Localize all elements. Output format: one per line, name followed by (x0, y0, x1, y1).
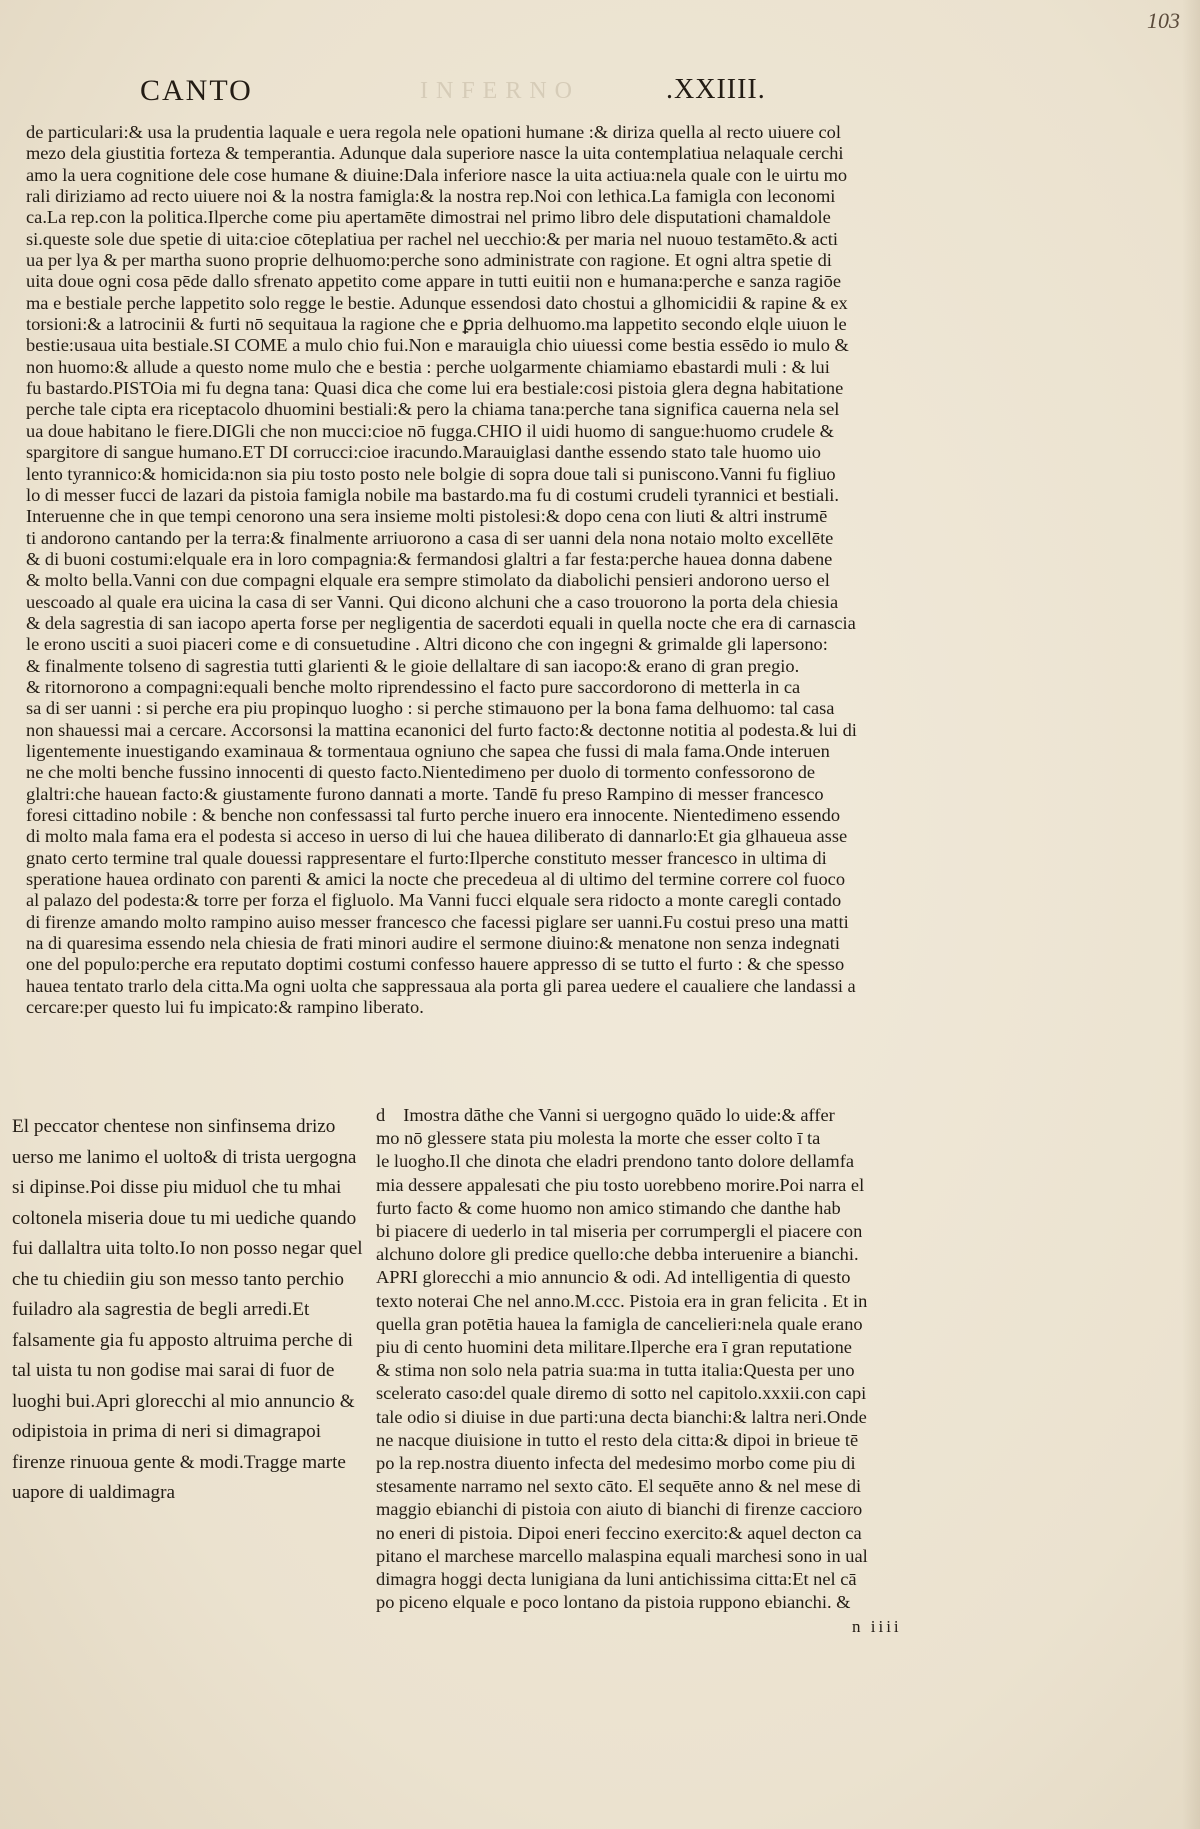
commentary-line: & di buoni costumi:elquale era in loro compagnia:& fermandosi glaltri a far festa:perche hauea donna dabene (26, 548, 833, 569)
verse-line: che quando fui dallaltra uita tolto. (12, 1207, 357, 1259)
right-commentary-line (376, 1104, 988, 1127)
right-commentary-column (376, 1104, 988, 1614)
commentary-line: speratione hauea ordinato con parenti & amici la nocte che precedeua al di ultimo del termine correre col fuoco (26, 869, 846, 890)
verse-line: in giu son messo tanto perchio fui (12, 1268, 344, 1320)
commentary-line: sa di ser uanni : si perche era piu propinquo luogho : si perche stimauono per la bona fama delhuomo: tal casa (26, 698, 835, 719)
commentary-line: gnato certo termine tral quale douessi rappresentare el furto:Ilperche constituto messer francesco in ultima di (26, 847, 827, 868)
commentary-line: glaltri:che hauean facto:& giustamente furono dannati a morte. Tandē fu preso Rampino di messer francesco (26, 783, 824, 804)
right-commentary-line: bi piacere di uederlo in tal miseria per corrumpergli el piacere con (376, 1221, 863, 1242)
commentary-line: torsioni:& a latrocinii & furti nō sequitaua la ragione che e ꝑpria delhuomo.ma lappetito secondo elqle uiuon le (26, 314, 847, 335)
commentary-line: ma e bestiale perche lappetito solo regge le bestie. Adunque essendosi dato chostui a glhomicidii & rapine & ex (26, 292, 848, 313)
commentary-line: ti andorono cantando per la terra:& finalmente arriuorono a casa di ser uanni dela nona notaio molto excellēte (26, 527, 834, 548)
commentary-line: cercare:per questo lui fu impicato:& rampino liberato. (26, 997, 424, 1018)
running-head-right: .XXIIII. (666, 74, 766, 105)
commentary-line: si.queste sole due spetie di uita:cioe cōteplatiua per rachel nel uecchio:& per maria nel nuouo testamēto.& acti (26, 228, 838, 249)
right-commentary-line: scelerato caso:del quale diremo di sotto nel capitolo.xxxii.con capi (376, 1383, 867, 1404)
verse-line: poi firenze rinuoua gente & modi. (12, 1421, 322, 1473)
verse-line: Tragge marte uapore di ualdimagra (12, 1451, 346, 1503)
verse-line: El peccator chentese non sinfinse (12, 1116, 268, 1137)
show-through-text: INFERNO (420, 78, 581, 104)
right-commentary-line: stesamente narramo nel sexto cāto. El sequēte anno & nel mese di (376, 1476, 862, 1497)
right-commentary-line: furto facto & come huomo non amico stimando che danthe hab (376, 1197, 841, 1218)
verse-line: Io non posso negar quel che tu chiedi (12, 1238, 363, 1290)
verse-line: & di trista uergogna si dipinse. (12, 1146, 357, 1198)
commentary-block (26, 122, 1002, 1018)
right-commentary-line: mo nō glessere stata piu molesta la morte che esser colto ī ta (376, 1128, 821, 1149)
commentary-line: uita doue ogni cosa pēde dallo sfrenato appetito come appare in tutti euitii non e humana:perche e sanza ragiōe (26, 271, 842, 292)
commentary-line: de particulari:& usa la prudentia laquale e uera regola nele opationi humane :& diriza quella al recto uiuere col (26, 122, 841, 142)
commentary-line: hauea tentato trarlo dela citta.Ma ogni uolta che sappressaua ala porta gli parea uedere el caualiere che landassi a (26, 975, 856, 996)
right-commentary-line: & stima non solo nela patria sua:ma in tutta italia:Questa per uno (376, 1360, 855, 1381)
commentary-line: Interuenne che in que tempi cenorono una sera insieme molti pistolesi:& dopo cena con liuti & altri instrumē (26, 506, 828, 527)
verse-line: ladro ala sagrestia de begli arredi. (33, 1299, 293, 1320)
right-commentary-line: APRI glorecchi a mio annuncio & odi. Ad intelligentia di questo (376, 1267, 851, 1288)
commentary-line: uescoado al quale era uicina la casa di ser Vanni. Qui dicono alchuni che a caso trouorono la porta dela chiesia (26, 591, 839, 612)
poem-verse-block (12, 1112, 372, 1509)
verse-line: pistoia in prima di neri si dimagra (36, 1421, 297, 1442)
commentary-line: amo la uera cognitione dele cose humane & diuine:Dala inferiore nasce la uita actiua:nela quale con le uirtu mo (26, 164, 848, 185)
commentary-line: ua per lya & per martha suono proprie delhuomo:perche sono administrate con ragione. Et ogni altra spetie di (26, 250, 832, 271)
right-commentary-line: le luogho.Il che dinota che eladri prendono tanto dolore dellamfa (376, 1151, 854, 1172)
commentary-line: mezo dela giustitia forteza & temperantia. Adunque dala superiore nasce la uita contemplatiua nelaquale cerchi (26, 143, 844, 164)
commentary-line: di firenze amando molto rampino auiso messer francesco che facessi piglare ser uanni.Fu costui preso una matti (26, 911, 849, 932)
commentary-line: lento tyrannico:& homicida:non sia piu tosto posto nele bolgie di sopra doue tali si puniscono.Vanni fu figliuo (26, 463, 836, 484)
right-commentary-line: piu di cento huomini deta militare.Ilperche era ī gran reputatione (376, 1337, 852, 1358)
commentary-line: & molto bella.Vanni con due compagni elquale era sempre stimolato da diabolichi pensieri andorono uerso el (26, 570, 830, 591)
commentary-line: & finalmente tolseno di sagrestia tutti glarienti & le gioie dellaltare di san iacopo:& erano di gran pregio. (26, 655, 800, 676)
commentary-line: bestie:usaua uita bestiale.SI COME a mulo chio fui.Non e marauigla chio uiuessi come bestia essēdo io mulo & (26, 335, 849, 356)
commentary-line: na di quaresima essendo nela chiesia de frati minori audire el sermone diuino:& menatone non senza indegnati (26, 933, 841, 954)
right-commentary-line: alchuno dolore gli predice quello:che debba interuenire a bianchi. (376, 1244, 859, 1265)
right-commentary-line: mia dessere appalesati che piu tosto uorebbeno morire.Poi narra el (376, 1174, 865, 1195)
right-commentary-line: dimagra hoggi decta lunigiana da luni antichissima citta:Et nel cā (376, 1569, 857, 1590)
signature-mark: n iiii (852, 1617, 902, 1636)
right-commentary-line: maggio ebianchi di pistoia con aiuto di bianchi di firenze caccioro (376, 1499, 863, 1520)
verse-line: Et falsamente gia fu apposto altrui (12, 1299, 310, 1351)
commentary-line: & dela sagrestia di san iacopo aperta forse per negligentia de sacerdoti equali in quella nocte che era di carnascia (26, 612, 856, 633)
page-edge-shadow (1182, 0, 1200, 1829)
commentary-line: ca.La rep.con la politica.Ilperche come piu apertamēte dimostrai nel primo libro dele disputationi chamaldole (26, 207, 831, 228)
running-head-left: CANTO (140, 74, 253, 107)
right-commentary-line: po piceno elquale e poco lontano da pistoia ruppono ebianchi. & (376, 1592, 851, 1613)
verse-line: nela miseria doue tu mi uedi (50, 1207, 269, 1229)
commentary-line: lo di messer fucci de lazari da pistoia famigla nobile ma bastardo.ma fu di costumi crudeli tyrannici et bestiali. (26, 484, 840, 505)
commentary-line: rali diriziamo ad recto uiuere noi & la nostra famigla:& la nostra rep.Noi con lethica.La famigla con leconomi (26, 186, 836, 207)
commentary-line: di molto mala fama era el podesta si acceso in uerso di lui che hauea diliberato di dannarlo:Et gia glhaueua asse (26, 826, 848, 847)
verse-line: Poi disse piu miduol che tu mhai colto (12, 1177, 342, 1229)
commentary-line: non huomo:& allude a questo nome mulo che e bestia : perche uolgarmente chiamiamo ebastardi muli : & lui (26, 356, 830, 377)
verse-line: se mai sarai di fuor de luoghi bui. (12, 1360, 335, 1412)
commentary-line: perche tale cipta era riceptacolo dhuomini bestiali:& pero la chiama tana:perche tana significa cauerna nela sel (26, 399, 840, 420)
right-commentary-line: no eneri di pistoia. Dipoi eneri feccino exercito:& aquel decton ca (376, 1522, 862, 1543)
commentary-line: spargitore di sangue humano.ET DI corrucci:cioe iracundo.Marauiglasi danthe essendo stato tale huomo uio (26, 442, 821, 463)
right-commentary-line: texto noterai Che nel anno.M.ccc. Pistoia era in gran felicita . Et in (376, 1290, 868, 1311)
commentary-line: one del populo:perche era reputato doptimi costumi confesso hauere appresso di se tutto el furto : & che spesso (26, 954, 845, 975)
right-commentary-line: quella gran potētia hauea la famigla de cancelieri:nela quale erano (376, 1313, 863, 1334)
commentary-line: le erono usciti a suoi piaceri come e di consuetudine . Altri dicono che con ingegni & grimalde gli lapersono: (26, 634, 828, 655)
right-commentary-line: pitano el marchese marcello malaspina equali marchesi sono in ual (376, 1545, 868, 1566)
commentary-line: ligentemente inuestigando examinaua & tormentaua ogniuno che sapea che fussi di mala fama.Onde interuen (26, 740, 830, 761)
right-commentary-line: tale odio si diuise in due parti:una decta bianchi:& laltra neri.Onde (376, 1406, 867, 1427)
commentary-line: ne che molti benche fussino innocenti di questo facto.Nientedimeno per duolo di tormento confessorono de (26, 762, 816, 783)
commentary-line: fu bastardo.PISTOia mi fu degna tana: Quasi dica che come lui era bestiale:cosi pistoia glera degna habitatione (26, 378, 844, 399)
commentary-line: ua doue habitano le fiere.DIGli che non mucci:cioe nō fugga.CHIO il uidi huomo di sangue:huomo crudele & (26, 420, 834, 441)
right-commentary-text: Imostra dāthe che Vanni si uergogno quādo lo uide:& affer (403, 1105, 835, 1125)
verse-line: ma perche di tal uista tu non godi (12, 1329, 353, 1381)
right-commentary-line: ne nacque diuisione in tutto el resto dela citta:& dipoi in brieue tē (376, 1429, 859, 1450)
commentary-line: & ritornorono a compagni:equali benche molto riprendessino el facto pure saccordorono di metterla in ca (26, 676, 801, 697)
commentary-line: foresi cittadino nobile : & benche non confessassi tal furto perche inuero era innocente. Nientedimeno essendo (26, 805, 841, 825)
verse-line: Apri glorecchi al mio annuncio & odi (12, 1390, 355, 1442)
verse-line: ma drizo uerso me lanimo el uolto (12, 1116, 336, 1168)
folio-number: 103 (1147, 8, 1180, 33)
gloss-marker: d (376, 1105, 386, 1125)
right-commentary-line: po la rep.nostra diuento infecta del medesimo morbo come piu di (376, 1453, 856, 1474)
commentary-line: al palazo del podesta:& torre per forza el figluolo. Ma Vanni fucci elquale sera ridocto a monte caregli contado (26, 890, 842, 911)
commentary-line: non shauessi mai a cercare. Accorsonsi la mattina ecanonici del furto facto:& dectonne notitia al podesta.& lui di (26, 719, 857, 740)
